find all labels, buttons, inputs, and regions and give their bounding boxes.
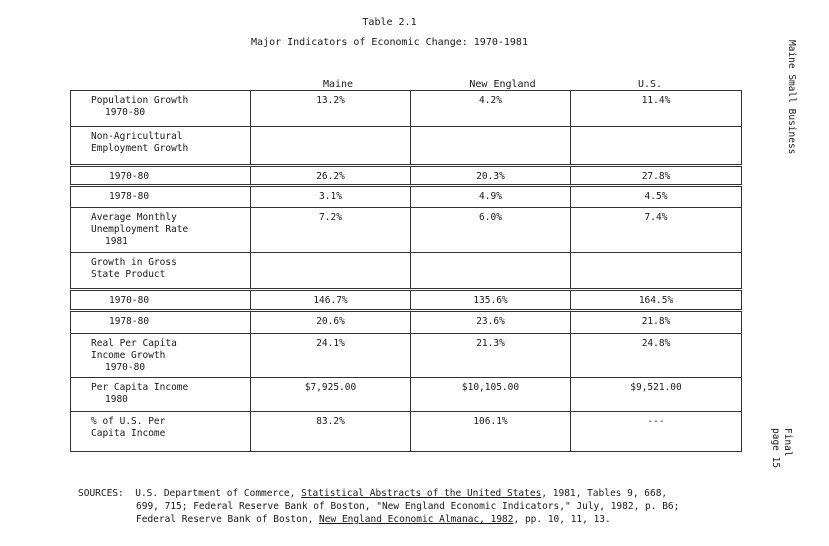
column-header-maine: Maine <box>322 79 354 90</box>
table-cell: 4.9% <box>411 186 571 208</box>
row-label-line: Unemployment Rate <box>91 224 189 235</box>
table-cell: 83.2% <box>251 412 411 452</box>
table-cell: 13.2% <box>251 91 411 127</box>
table-row <box>71 290 742 311</box>
table-cell: 146.7% <box>251 290 411 311</box>
sources-line3-b: , pp. 10, 11, 13. <box>513 514 611 525</box>
row-label-line: Average Monthly <box>91 212 177 223</box>
table-cell: 7.2% <box>251 208 411 253</box>
sources-line3-title: New England Economic Almanac, 1982 <box>319 514 514 525</box>
table-cell: 26.2% <box>251 166 411 186</box>
table-row <box>71 91 742 127</box>
table-row <box>71 311 742 334</box>
row-label <box>71 253 251 290</box>
row-label-line: Growth in Gross <box>91 257 177 268</box>
side-header: Maine Small Business <box>786 40 797 155</box>
table-cell <box>571 253 742 290</box>
row-label <box>71 290 251 311</box>
row-label <box>71 208 251 253</box>
row-label <box>71 334 251 378</box>
table-row <box>71 412 742 452</box>
table-cell <box>251 127 411 166</box>
table-cell: 21.8% <box>571 311 742 334</box>
table-cell: 20.3% <box>411 166 571 186</box>
sources-lead: SOURCES: <box>78 488 124 499</box>
row-label-line: Income Growth <box>91 350 166 361</box>
row-label-line: Employment Growth <box>91 143 189 154</box>
row-label-line: 1970-80 <box>109 295 150 306</box>
table-cell: 27.8% <box>571 166 742 186</box>
table-cell <box>571 127 742 166</box>
sources-note <box>78 487 778 526</box>
table-cell <box>411 127 571 166</box>
table-row <box>71 166 742 186</box>
table-cell: 7.4% <box>571 208 742 253</box>
table-row <box>71 127 742 166</box>
column-header-us: U.S. <box>637 79 663 90</box>
column-header-new-england: New England <box>469 79 536 90</box>
row-label-line: Real Per Capita <box>91 338 177 349</box>
row-label-line: 1980 <box>105 394 128 405</box>
row-label <box>71 186 251 208</box>
table-cell: 23.6% <box>411 311 571 334</box>
sources-line2: 699, 715; Federal Reserve Bank of Boston, "New England Economic Indicators," July, 1982, p. B6; <box>136 501 680 512</box>
table-cell: 164.5% <box>571 290 742 311</box>
table-cell: 6.0% <box>411 208 571 253</box>
table-cell: $7,925.00 <box>251 378 411 412</box>
row-label <box>71 127 251 166</box>
table-cell: 4.2% <box>411 91 571 127</box>
row-label <box>71 412 251 452</box>
table-cell: $9,521.00 <box>571 378 742 412</box>
table-cell: 135.6% <box>411 290 571 311</box>
row-label-line: 1978-80 <box>109 191 150 202</box>
sources-line1-title: Statistical Abstracts of the United States <box>301 488 542 499</box>
table-cell: 106.1% <box>411 412 571 452</box>
row-label-line: Capita Income <box>91 428 166 439</box>
side-footer-page: page 15 <box>770 428 781 469</box>
table-cell: 24.1% <box>251 334 411 378</box>
table-cell: 11.4% <box>571 91 742 127</box>
row-label-line: Non-Agricultural <box>91 131 183 142</box>
sources-line3-a: Federal Reserve Bank of Boston, <box>136 514 320 525</box>
row-label-line: % of U.S. Per <box>91 416 166 427</box>
table-subtitle: Major Indicators of Economic Change: 1970-1981 <box>251 37 528 48</box>
sources-line1-a: U.S. Department of Commerce, <box>135 488 302 499</box>
table-cell: 24.8% <box>571 334 742 378</box>
row-label-line: 1978-80 <box>109 316 150 327</box>
table-cell: $10,105.00 <box>411 378 571 412</box>
row-label <box>71 166 251 186</box>
table-cell: --- <box>571 412 742 452</box>
table-cell: 20.6% <box>251 311 411 334</box>
side-footer-final: Final <box>782 428 793 457</box>
indicators-table <box>70 90 742 452</box>
table-row <box>71 208 742 253</box>
row-label <box>71 311 251 334</box>
sources-line1-b: , 1981, Tables 9, 668, <box>541 488 668 499</box>
row-label-line: 1970-80 <box>109 171 150 182</box>
table-title: Table 2.1 <box>362 17 417 28</box>
table-cell <box>411 253 571 290</box>
row-label <box>71 378 251 412</box>
table-row <box>71 186 742 208</box>
table-cell <box>251 253 411 290</box>
row-label-line: Population Growth <box>91 95 189 106</box>
row-label-line: 1981 <box>105 236 128 247</box>
table-cell: 3.1% <box>251 186 411 208</box>
table-cell: 4.5% <box>571 186 742 208</box>
table-row <box>71 334 742 378</box>
row-label <box>71 91 251 127</box>
row-label-line: State Product <box>91 269 166 280</box>
table-row <box>71 378 742 412</box>
row-label-line: 1970-80 <box>105 107 146 118</box>
row-label-line: 1970-80 <box>105 362 146 373</box>
row-label-line: Per Capita Income <box>91 382 189 393</box>
table-row <box>71 253 742 290</box>
table-cell: 21.3% <box>411 334 571 378</box>
